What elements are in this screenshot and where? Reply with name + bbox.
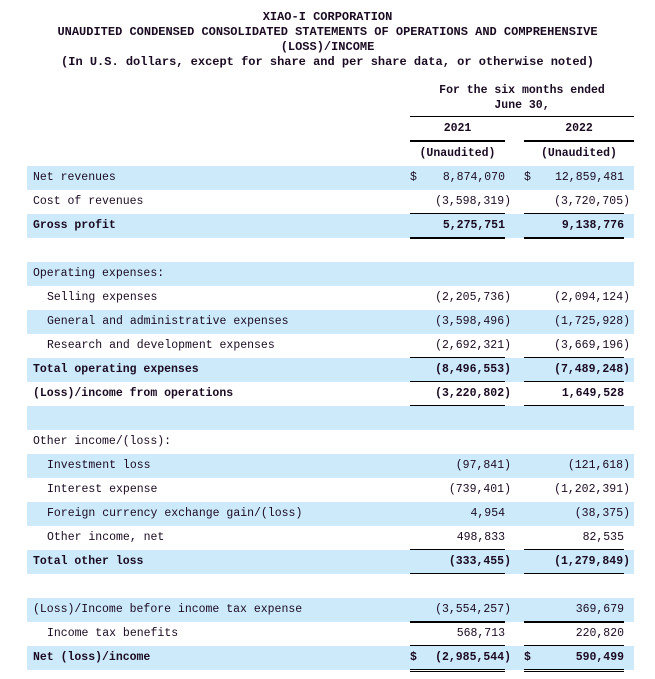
statement-title: UNAUDITED CONDENSED CONSOLIDATED STATEMENTS OF OPERATIONS AND COMPREHENSIVE [57, 25, 598, 39]
value-cell-2022 [524, 382, 624, 406]
value-cell-2022 [524, 454, 630, 477]
value-cell-2022 [524, 334, 630, 358]
value-cell-2021 [410, 334, 511, 358]
value-cell-2021 [410, 310, 511, 333]
value-cell-2021 [410, 454, 511, 477]
value-cell-2021 [410, 478, 511, 501]
value-cell-2022 [524, 478, 630, 501]
row-label: Net revenues [33, 171, 116, 184]
row-label: Operating expenses: [33, 267, 165, 280]
table-row [27, 238, 634, 262]
table-row [27, 406, 634, 430]
value-cell-2021 [410, 286, 511, 309]
row-label: Other income, net [47, 531, 165, 544]
table-row [27, 526, 634, 550]
value-cell-2021 [410, 550, 511, 574]
row-label: Total other loss [33, 555, 144, 568]
row-label: Total operating expenses [33, 363, 199, 376]
currency-symbol: $ [410, 171, 417, 184]
year-2022: 2022 [565, 122, 593, 135]
units-note: (In U.S. dollars, except for share and per share data, or otherwise noted) [61, 55, 594, 69]
value: 568,713 [456, 627, 505, 640]
value: 4,954 [470, 507, 505, 520]
value: (333,455) [448, 555, 511, 568]
row-label: General and administrative expenses [47, 315, 289, 328]
value: 8,874,070 [442, 171, 505, 184]
table-row [27, 166, 634, 190]
value: (38,375) [574, 507, 630, 520]
value-cell-2022 [524, 358, 630, 382]
value-cell-2022 [524, 502, 630, 525]
value-cell-2021 [410, 214, 505, 239]
table-row [27, 214, 634, 238]
value-cell-2021 [410, 358, 511, 382]
table-row [27, 646, 634, 670]
value: (3,598,319) [435, 195, 511, 208]
value-cell-2021 [410, 646, 511, 672]
value: (2,205,736) [435, 291, 511, 304]
value-cell-2021 [410, 382, 511, 406]
value: (1,725,928) [554, 315, 630, 328]
table-row [27, 454, 634, 478]
value: (3,598,496) [435, 315, 511, 328]
value: (121,618) [567, 459, 630, 472]
row-label: (Loss)/Income before income tax expense [33, 603, 303, 616]
value-cell-2021 [410, 598, 511, 623]
divider [410, 140, 505, 142]
row-label: (Loss)/income from operations [33, 387, 234, 400]
table-row [27, 430, 634, 454]
value: (3,554,257) [435, 603, 511, 616]
value-cell-2022 [524, 166, 624, 189]
value: (97,841) [455, 459, 511, 472]
row-label: Net (loss)/income [33, 651, 151, 664]
table-row [27, 550, 634, 574]
currency-symbol: $ [410, 651, 417, 664]
status-2022: (Unaudited) [541, 147, 617, 160]
value-cell-2021 [410, 502, 505, 525]
currency-symbol: $ [524, 651, 531, 664]
value: (1,279,849) [554, 555, 630, 568]
value-cell-2022 [524, 214, 624, 239]
value-cell-2022 [524, 622, 624, 647]
value: (3,720,705) [554, 195, 630, 208]
value: 12,859,481 [554, 171, 624, 184]
value: 369,679 [575, 603, 624, 616]
row-label: Interest expense [47, 483, 158, 496]
statement-table [27, 166, 634, 670]
value: 1,649,528 [561, 387, 624, 400]
table-row [27, 310, 634, 334]
value-cell-2022 [524, 598, 624, 623]
period-header: For the six months ended [439, 84, 605, 97]
table-row [27, 598, 634, 622]
value-cell-2022 [524, 310, 630, 333]
value: (739,401) [448, 483, 511, 496]
table-row [27, 262, 634, 286]
statement-title-cont: (LOSS)/INCOME [280, 40, 375, 54]
row-label: Gross profit [33, 219, 116, 232]
value: 498,833 [456, 531, 505, 544]
value: (2,692,321) [435, 339, 511, 352]
table-row [27, 478, 634, 502]
row-label: Income tax benefits [47, 627, 179, 640]
value: 220,820 [575, 627, 624, 640]
value: (2,094,124) [554, 291, 630, 304]
value-cell-2022 [524, 190, 630, 215]
status-2021: (Unaudited) [419, 147, 496, 160]
row-label: Selling expenses [47, 291, 158, 304]
value: (8,496,553) [435, 363, 511, 376]
value-cell-2021 [410, 190, 511, 215]
value-cell-2021 [410, 622, 505, 647]
table-row [27, 334, 634, 358]
value: (3,669,196) [554, 339, 630, 352]
table-row [27, 190, 634, 214]
table-row [27, 502, 634, 526]
value: (3,220,802) [435, 387, 511, 400]
value-cell-2022 [524, 550, 630, 574]
row-label: Cost of revenues [33, 195, 144, 208]
company-name: XIAO-I CORPORATION [262, 10, 393, 24]
row-label: Foreign currency exchange gain/(loss) [47, 507, 303, 520]
year-2021: 2021 [443, 122, 472, 135]
table-row [27, 286, 634, 310]
divider [524, 140, 634, 142]
value: 590,499 [575, 651, 624, 664]
row-label: Research and development expenses [47, 339, 275, 352]
value-cell-2021 [410, 526, 505, 550]
value: (7,489,248) [554, 363, 630, 376]
divider [410, 116, 634, 117]
value-cell-2022 [524, 526, 624, 550]
table-row [27, 382, 634, 406]
table-row [27, 574, 634, 598]
value: 9,138,776 [561, 219, 624, 232]
value: (2,985,544) [435, 651, 511, 664]
value: 5,275,751 [442, 219, 505, 232]
value: 82,535 [582, 531, 624, 544]
value: (1,202,391) [554, 483, 630, 496]
row-label: Other income/(loss): [33, 435, 172, 448]
row-label: Investment loss [47, 459, 151, 472]
period-header-date: June 30, [494, 99, 550, 112]
value-cell-2022 [524, 286, 630, 309]
table-row [27, 358, 634, 382]
table-row [27, 622, 634, 646]
currency-symbol: $ [524, 171, 531, 184]
value-cell-2021 [410, 166, 505, 189]
value-cell-2022 [524, 646, 624, 672]
